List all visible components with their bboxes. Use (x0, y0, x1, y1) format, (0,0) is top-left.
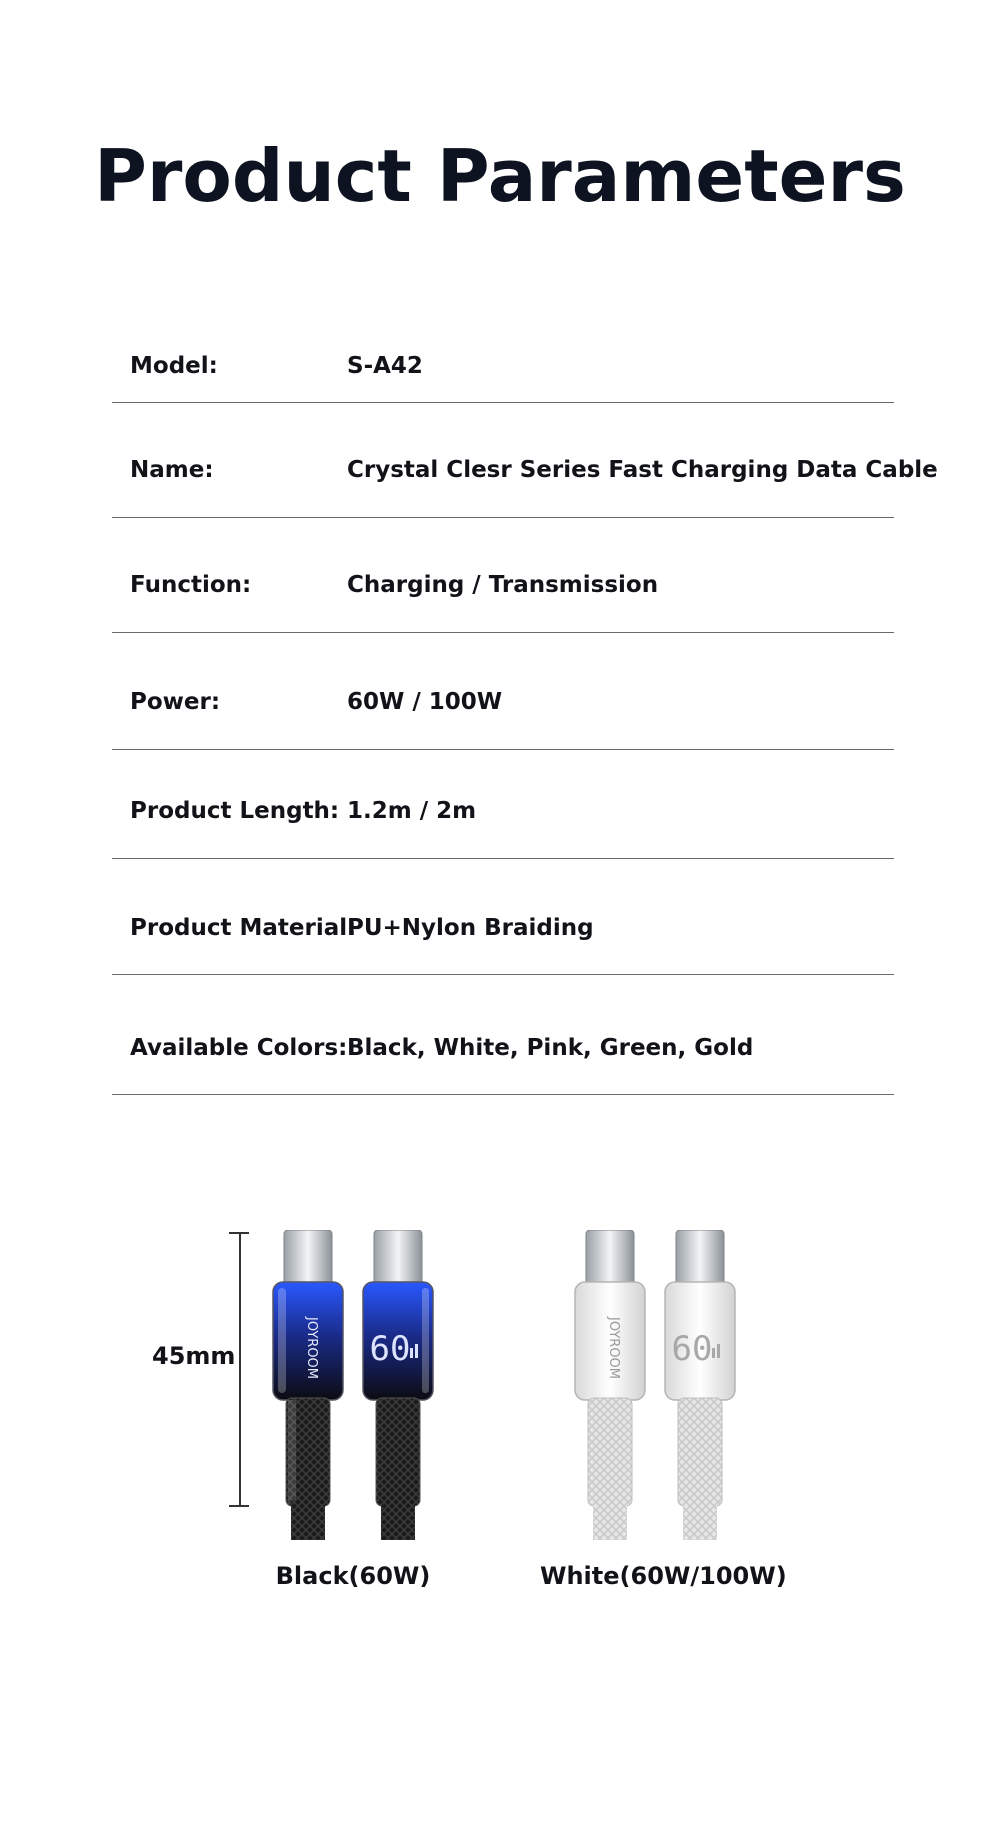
spec-value: 60W / 100W (347, 689, 503, 715)
braided-cable (683, 1500, 717, 1540)
dimension-tick-bottom (229, 1505, 249, 1507)
power-bar-icon (712, 1348, 715, 1358)
white-cable-power-side (662, 1230, 738, 1540)
spec-row-name (112, 404, 938, 518)
power-bar-icon (415, 1344, 418, 1358)
spec-row-material (112, 860, 894, 975)
usb-c-plug (284, 1230, 332, 1285)
spec-label: Product Length: (130, 798, 340, 824)
page-title: Product Parameters (94, 134, 906, 218)
usb-c-plug (676, 1230, 724, 1285)
power-bar-icon (717, 1344, 720, 1358)
spec-label: Name: (130, 457, 214, 483)
braided-cable (291, 1500, 325, 1540)
power-mark: 60 (671, 1329, 713, 1369)
spec-row-function (112, 519, 894, 633)
brand-label: JOYROOM (606, 1316, 621, 1380)
power-bar-icon (410, 1348, 413, 1358)
brand-label: JOYROOM (304, 1316, 319, 1380)
power-mark: 60 (369, 1329, 411, 1369)
spec-row-colors (112, 976, 894, 1095)
variant-caption-white: White(60W/100W) (540, 1562, 787, 1590)
white-cable-brand-side (572, 1230, 648, 1540)
spec-row-model (112, 310, 894, 403)
strain-relief (588, 1398, 632, 1506)
spec-value: PU+Nylon Braiding (347, 915, 594, 941)
spec-label: Power: (130, 689, 221, 715)
variant-caption-black: Black(60W) (275, 1562, 431, 1590)
spec-row-length (112, 751, 894, 859)
dimension-line (239, 1233, 241, 1506)
black-cable-brand-side (270, 1230, 346, 1540)
housing-highlight (278, 1288, 286, 1393)
strain-relief-shine (288, 1400, 296, 1504)
usb-c-plug (374, 1230, 422, 1285)
spec-label: Function: (130, 572, 252, 598)
spec-value: S-A42 (347, 353, 423, 379)
spec-label: Available Colors: (130, 1035, 348, 1061)
spec-label: Model: (130, 353, 218, 379)
housing-highlight (422, 1288, 429, 1393)
spec-row-power (112, 634, 894, 750)
braided-cable (593, 1500, 627, 1540)
usb-c-plug (586, 1230, 634, 1285)
spec-label: Product Material: (130, 915, 357, 941)
spec-value: Crystal Clesr Series Fast Charging Data Cable (347, 457, 938, 483)
spec-value: 1.2m / 2m (347, 798, 477, 824)
strain-relief (376, 1398, 420, 1506)
dimension-label: 45mm (152, 1342, 236, 1370)
spec-value: Black, White, Pink, Green, Gold (347, 1035, 754, 1061)
spec-value: Charging / Transmission (347, 572, 659, 598)
product-showcase (0, 1200, 1000, 1620)
strain-relief (678, 1398, 722, 1506)
braided-cable (381, 1500, 415, 1540)
black-cable-power-side (360, 1230, 436, 1540)
